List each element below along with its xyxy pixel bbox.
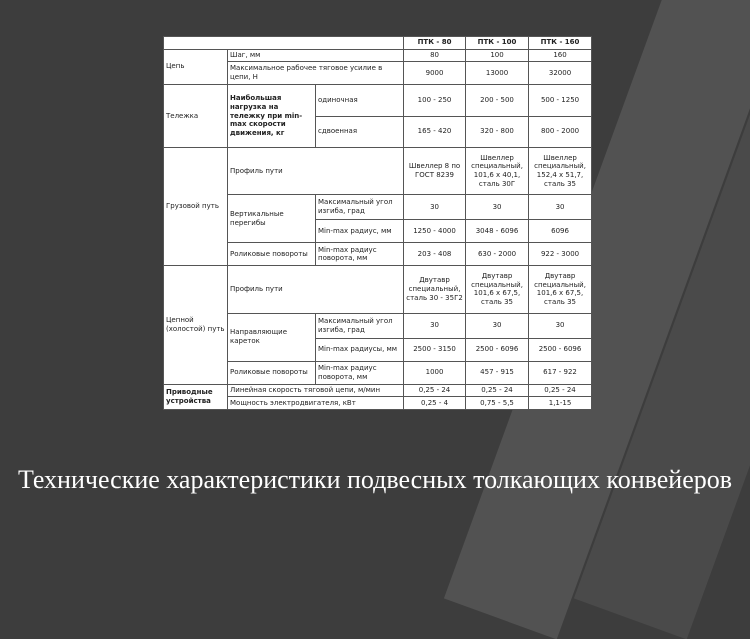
row-label: сдвоенная bbox=[316, 116, 404, 147]
cell-value: 0,75 - 5,5 bbox=[466, 397, 529, 410]
cell-value: 30 bbox=[466, 313, 529, 338]
cell-value: 922 - 3000 bbox=[529, 243, 592, 266]
cell-value: 100 bbox=[466, 49, 529, 62]
cell-value: Швеллер 8 по ГОСТ 8239 bbox=[404, 148, 466, 195]
row-label: Min-max радиусы, мм bbox=[316, 338, 404, 361]
cell-value: 0,25 - 4 bbox=[404, 397, 466, 410]
row-label: Мощность электродвигателя, кВт bbox=[228, 397, 404, 410]
cell-value: 1250 - 4000 bbox=[404, 220, 466, 243]
cell-value: Двутавр специальный, 101,6 х 67,5, сталь 35 bbox=[529, 266, 592, 313]
header-ptk-160: ПТК - 160 bbox=[529, 37, 592, 50]
row-group-label: Роликовые повороты bbox=[228, 361, 316, 384]
row-label: Min-max радиус, мм bbox=[316, 220, 404, 243]
cell-value: 500 - 1250 bbox=[529, 85, 592, 116]
section-chain: Цепь bbox=[164, 49, 228, 85]
row-label: Максимальный угол изгиба, град bbox=[316, 195, 404, 220]
cell-value: 1000 bbox=[404, 361, 466, 384]
row-group-label: Роликовые повороты bbox=[228, 243, 316, 266]
cell-value: 800 - 2000 bbox=[529, 116, 592, 147]
cell-value: 2500 - 6096 bbox=[466, 338, 529, 361]
slide-caption: Технические характеристики подвесных толкающих конвейеров bbox=[17, 465, 733, 494]
section-cargo-path: Грузовой путь bbox=[164, 148, 228, 266]
cell-value: 32000 bbox=[529, 62, 592, 85]
row-group-label: Вертикальные перегибы bbox=[228, 195, 316, 243]
row-label: Максимальное рабочее тяговое усилие в цепи, Н bbox=[228, 62, 404, 85]
row-label: Профиль пути bbox=[228, 148, 404, 195]
cell-value: Швеллер специальный, 152,4 х 51,7, сталь 35 bbox=[529, 148, 592, 195]
cell-value: 2500 - 6096 bbox=[529, 338, 592, 361]
cell-value: 0,25 - 24 bbox=[466, 384, 529, 397]
cell-value: 0,25 - 24 bbox=[404, 384, 466, 397]
cell-value: 457 - 915 bbox=[466, 361, 529, 384]
section-drive: Приводные устройства bbox=[164, 384, 228, 409]
cell-value: 80 bbox=[404, 49, 466, 62]
row-label: Min-max радиус поворота, мм bbox=[316, 361, 404, 384]
cell-value: 6096 bbox=[529, 220, 592, 243]
cell-value: 3048 - 6096 bbox=[466, 220, 529, 243]
table-row bbox=[164, 266, 592, 313]
cell-value: 30 bbox=[404, 313, 466, 338]
table-row bbox=[164, 62, 592, 85]
cell-value: 630 - 2000 bbox=[466, 243, 529, 266]
row-group-label: Наибольшая нагрузка на тележку при min-max скорости движения, кг bbox=[228, 85, 316, 148]
header-row bbox=[164, 37, 592, 50]
header-ptk-80: ПТК - 80 bbox=[404, 37, 466, 50]
cell-value: 30 bbox=[466, 195, 529, 220]
cell-value: 617 - 922 bbox=[529, 361, 592, 384]
table-row bbox=[164, 397, 592, 410]
cell-value: 1,1-15 bbox=[529, 397, 592, 410]
cell-value: Швеллер специальный, 101,6 х 40,1, сталь 30Г bbox=[466, 148, 529, 195]
cell-value: Двутавр специальный, 101,6 х 67,5, сталь 35 bbox=[466, 266, 529, 313]
table-row bbox=[164, 384, 592, 397]
cell-value: 203 - 408 bbox=[404, 243, 466, 266]
cell-value: Двутавр специальный, сталь 30 - 35Г2 bbox=[404, 266, 466, 313]
cell-value: 13000 bbox=[466, 62, 529, 85]
table-row bbox=[164, 313, 592, 338]
cell-value: 0,25 - 24 bbox=[529, 384, 592, 397]
row-label: Максимальный угол изгиба, град bbox=[316, 313, 404, 338]
table-row bbox=[164, 361, 592, 384]
section-trolley: Тележка bbox=[164, 85, 228, 148]
cell-value: 9000 bbox=[404, 62, 466, 85]
row-label: Min-max радиус поворота, мм bbox=[316, 243, 404, 266]
header-ptk-100: ПТК - 100 bbox=[466, 37, 529, 50]
table-row bbox=[164, 49, 592, 62]
cell-value: 30 bbox=[529, 195, 592, 220]
section-chain-path: Цепной (холостой) путь bbox=[164, 266, 228, 384]
table-row bbox=[164, 195, 592, 220]
row-label: Шаг, мм bbox=[228, 49, 404, 62]
cell-value: 30 bbox=[404, 195, 466, 220]
row-label: одиночная bbox=[316, 85, 404, 116]
table-row bbox=[164, 243, 592, 266]
cell-value: 30 bbox=[529, 313, 592, 338]
header-blank bbox=[164, 37, 404, 50]
row-label: Линейная скорость тяговой цепи, м/мин bbox=[228, 384, 404, 397]
table-row bbox=[164, 85, 592, 116]
spec-table-image bbox=[163, 36, 591, 410]
row-group-label: Направляющие кареток bbox=[228, 313, 316, 361]
cell-value: 320 - 800 bbox=[466, 116, 529, 147]
table-row bbox=[164, 148, 592, 195]
cell-value: 165 - 420 bbox=[404, 116, 466, 147]
row-label: Профиль пути bbox=[228, 266, 404, 313]
cell-value: 2500 - 3150 bbox=[404, 338, 466, 361]
cell-value: 160 bbox=[529, 49, 592, 62]
spec-table bbox=[163, 36, 592, 410]
cell-value: 200 - 500 bbox=[466, 85, 529, 116]
cell-value: 100 - 250 bbox=[404, 85, 466, 116]
